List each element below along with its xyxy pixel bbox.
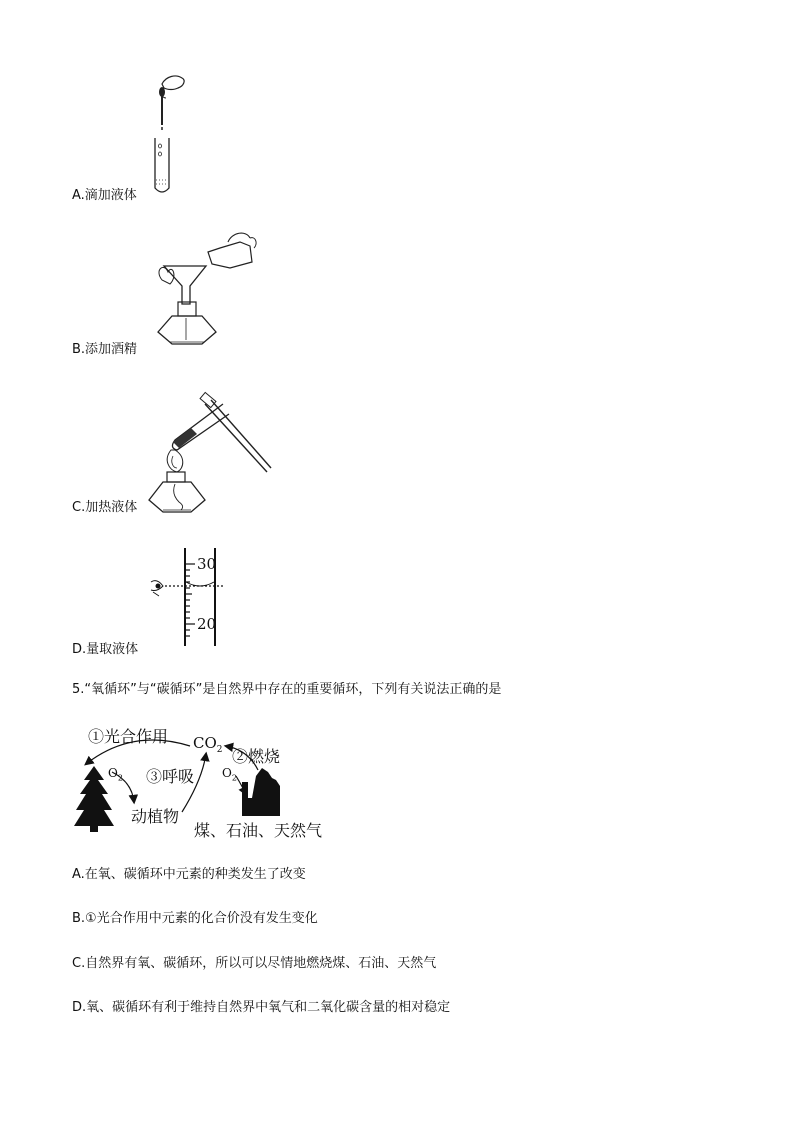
o2-right-subscript: 2	[231, 773, 237, 783]
label-o2-right	[222, 766, 237, 782]
option-b-label: B.添加酒精	[72, 342, 138, 357]
graduated-cylinder-illustration	[145, 546, 235, 650]
option-5b[interactable]: B.①光合作用中元素的化合价没有发生变化	[72, 911, 318, 926]
o2-left-text: O	[108, 766, 118, 780]
option-a-label: A.滴加液体	[72, 188, 137, 203]
dropper-illustration	[140, 70, 200, 200]
alcohol-lamp-funnel-illustration	[150, 222, 265, 352]
option-c-label: C.加热液体	[72, 500, 138, 515]
label-fuels: 煤、石油、天然气	[194, 821, 323, 840]
option-5a[interactable]: A.在氧、碳循环中元素的种类发生了改变	[72, 867, 306, 882]
label-animals-plants: 动植物	[131, 807, 180, 826]
label-o2-left	[108, 766, 123, 782]
label-photosynthesis: ①光合作用	[88, 727, 169, 746]
option-d-label: D.量取液体	[72, 642, 139, 657]
co2-text: CO	[193, 734, 217, 752]
option-5d[interactable]: D.氧、碳循环有利于维持自然界中氧气和二氧化碳含量的相对稳定	[72, 1000, 451, 1015]
question-5-stem: 5.“氧循环”与“碳循环”是自然界中存在的重要循环，下列有关说法正确的是	[72, 682, 502, 697]
factory-mountain-icon	[244, 768, 280, 816]
co2-subscript: 2	[216, 745, 223, 755]
cylinder-tick-20: 20	[197, 615, 217, 633]
heating-test-tube-illustration	[145, 390, 275, 515]
o2-right-text: O	[222, 766, 232, 780]
label-respiration: ③呼吸	[146, 767, 195, 786]
cylinder-tick-30: 30	[197, 555, 217, 573]
option-5c[interactable]: C.自然界有氧、碳循环，所以可以尽情地燃烧煤、石油、天然气	[72, 956, 437, 971]
label-co2	[193, 734, 223, 755]
o2-left-subscript: 2	[117, 773, 123, 783]
label-burning: ②燃烧	[232, 747, 281, 766]
